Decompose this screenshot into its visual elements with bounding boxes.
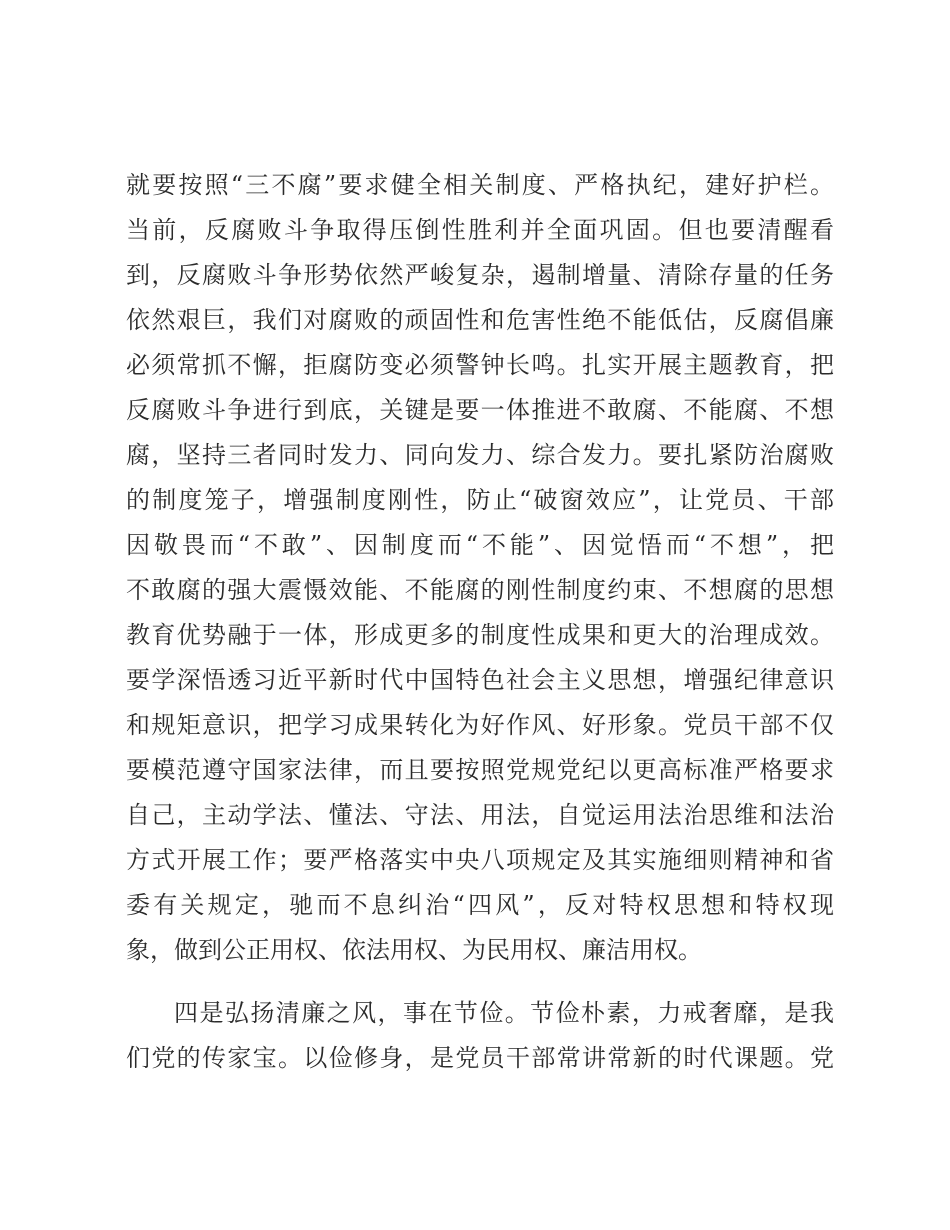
text-line: 到，反腐败斗争形势依然严峻复杂，遏制增量、清除存量的任务: [126, 261, 834, 289]
text-line: 象，做到公正用权、依法用权、为民用权、廉洁用权。: [126, 936, 702, 964]
text-line: 就要按照“三不腐”要求健全相关制度、严格执纪，建好护栏。: [126, 171, 834, 199]
text-line: 因敬畏而“不敢”、因制度而“不能”、因觉悟而“不想”，把: [126, 531, 834, 559]
text-line: 不敢腐的强大震慑效能、不能腐的刚性制度约束、不想腐的思想: [126, 576, 834, 604]
text-line: 方式开展工作；要严格落实中央八项规定及其实施细则精神和省: [126, 846, 834, 874]
text-line: 教育优势融于一体，形成更多的制度性成果和更大的治理成效。: [126, 621, 834, 649]
text-line: 要模范遵守国家法律，而且要按照党规党纪以更高标准严格要求: [126, 756, 834, 784]
text-line: 要学深悟透习近平新时代中国特色社会主义思想，增强纪律意识: [126, 666, 834, 694]
text-line: 依然艰巨，我们对腐败的顽固性和危害性绝不能低估，反腐倡廉: [126, 306, 834, 334]
text-line: 当前，反腐败斗争取得压倒性胜利并全面巩固。但也要清醒看: [126, 216, 834, 244]
text-line: 反腐败斗争进行到底，关键是要一体推进不敢腐、不能腐、不想: [126, 396, 834, 424]
text-line: 必须常抓不懈，拒腐防变必须警钟长鸣。扎实开展主题教育，把: [126, 351, 834, 379]
text-line: 们党的传家宝。以俭修身，是党员干部常讲常新的时代课题。党: [126, 1044, 834, 1072]
text-line: 腐，坚持三者同时发力、同向发力、综合发力。要扎紧防治腐败: [126, 441, 834, 469]
text-line: 自己，主动学法、懂法、守法、用法，自觉运用法治思维和法治: [126, 801, 834, 829]
text-line: 的制度笼子，增强制度刚性，防止“破窗效应”，让党员、干部: [126, 486, 834, 514]
paragraph-first-line: 四是弘扬清廉之风，事在节俭。节俭朴素，力戒奢靡，是我: [174, 999, 834, 1027]
text-line: 委有关规定，驰而不息纠治“四风”，反对特权思想和特权现: [126, 891, 834, 919]
text-line: 和规矩意识，把学习成果转化为好作风、好形象。党员干部不仅: [126, 711, 834, 739]
